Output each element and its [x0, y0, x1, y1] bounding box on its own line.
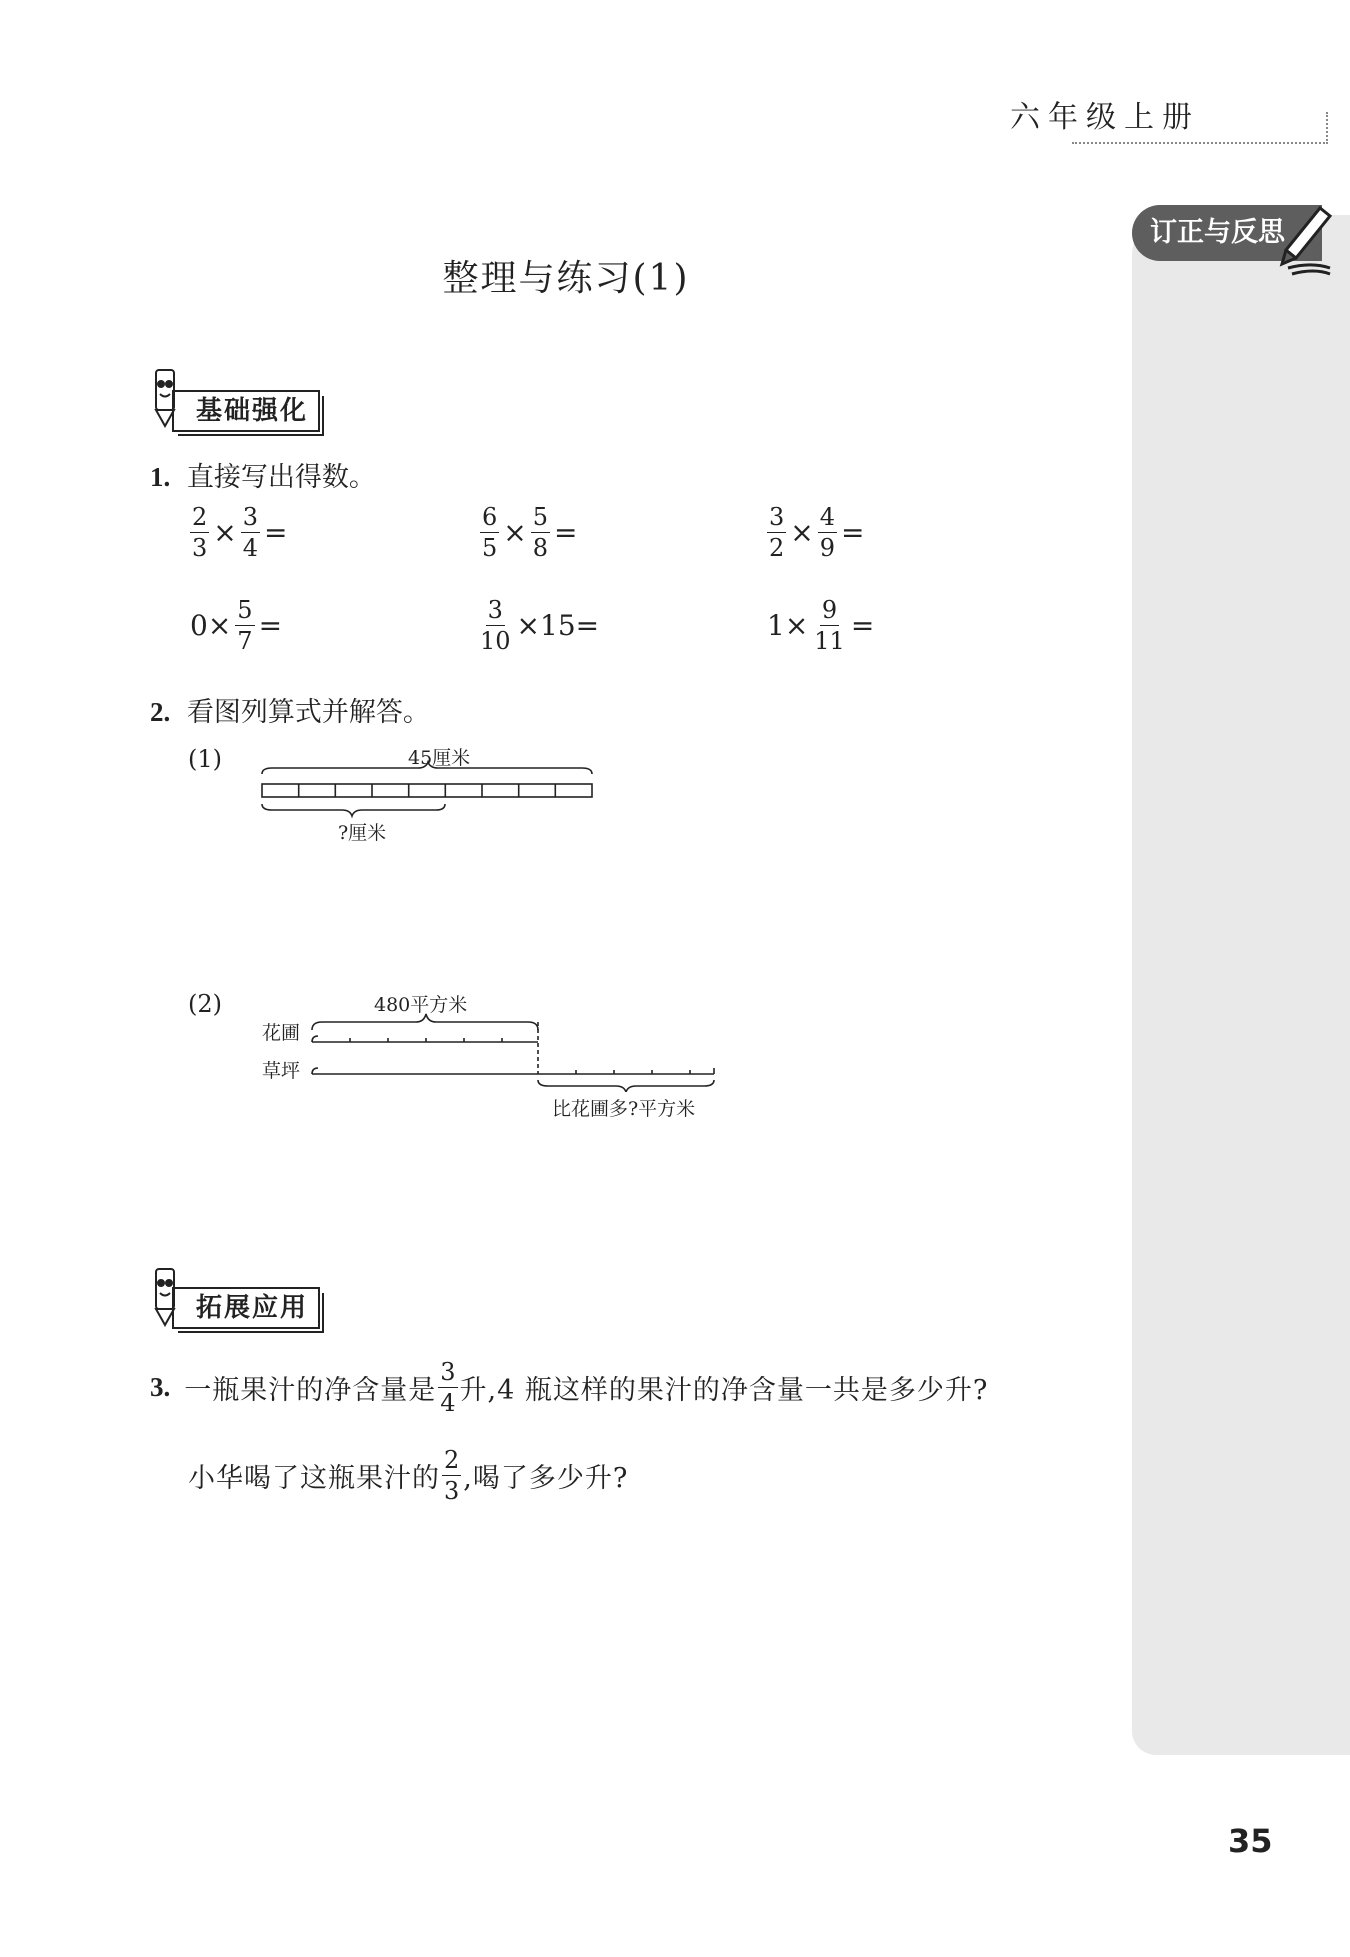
- q2-part2-label: (2): [188, 990, 222, 1018]
- q2-part1-diagram: [258, 760, 598, 832]
- q3-fraction-2: $\frac{2}{3}$: [444, 1446, 460, 1505]
- pen-icon: [1268, 198, 1338, 278]
- section-extend-heading: [172, 1287, 320, 1329]
- q1-item-1: $\frac{2}{3}$ × $\frac{3}{4}$ =: [192, 503, 288, 562]
- q3-number: 3.: [150, 1372, 171, 1402]
- q3-line2: [188, 1448, 628, 1503]
- q2-part2-top-value: 480平方米: [374, 994, 468, 1016]
- q2-part2-row1: 花圃: [262, 1022, 301, 1044]
- q2-part2-row2: 草坪: [262, 1060, 301, 1082]
- q2-part1-total: 45厘米: [408, 747, 471, 769]
- q2-prompt: 看图列算式并解答。: [186, 697, 430, 728]
- page-title: 整理与练习(1): [442, 258, 690, 299]
- q3-fraction-1: $\frac{3}{4}$: [440, 1358, 456, 1417]
- correction-side-panel: [1132, 215, 1350, 1755]
- q2-part2-unknown: 比花圃多?平方米: [552, 1098, 696, 1120]
- q3-line2-post: ,喝了多少升?: [463, 1463, 629, 1494]
- q3-line1: [150, 1360, 988, 1415]
- page-number: 35: [1228, 1822, 1273, 1860]
- grade-label: 六年级上册: [1010, 100, 1200, 135]
- q1-item-5: $\frac{3}{10}$ ×15=: [480, 596, 600, 655]
- q1-number: 1.: [150, 462, 171, 492]
- q1-item-3: $\frac{3}{2}$ × $\frac{4}{9}$ =: [769, 503, 865, 562]
- q1-prompt-line: [150, 455, 376, 494]
- section-extend-label: 拓展应用: [196, 1293, 309, 1323]
- q1-prompt: 直接写出得数。: [186, 462, 376, 493]
- q2-number: 2.: [150, 697, 171, 727]
- q1-item-4: 0× $\frac{5}{7}$ =: [190, 596, 283, 655]
- correction-tab-label: 订正与反思: [1150, 217, 1285, 248]
- q2-part1-label: (1): [188, 745, 222, 773]
- q2-part2-diagram: [306, 1008, 726, 1092]
- q3-line1-pre: 一瓶果汁的净含量是: [184, 1375, 437, 1406]
- q3-line1-post: 升,4 瓶这样的果汁的净含量一共是多少升?: [459, 1375, 989, 1406]
- q2-part1-unknown: ?厘米: [338, 822, 387, 844]
- q2-prompt-line: [150, 690, 430, 729]
- q1-item-6: 1× $\frac{9}{11}$ =: [767, 596, 875, 655]
- section-basic-label: 基础强化: [196, 396, 309, 426]
- q1-item-2: $\frac{6}{5}$ × $\frac{5}{8}$ =: [482, 503, 578, 562]
- q3-line2-pre: 小华喝了这瓶果汁的: [188, 1463, 440, 1494]
- section-basic-heading: [172, 390, 320, 432]
